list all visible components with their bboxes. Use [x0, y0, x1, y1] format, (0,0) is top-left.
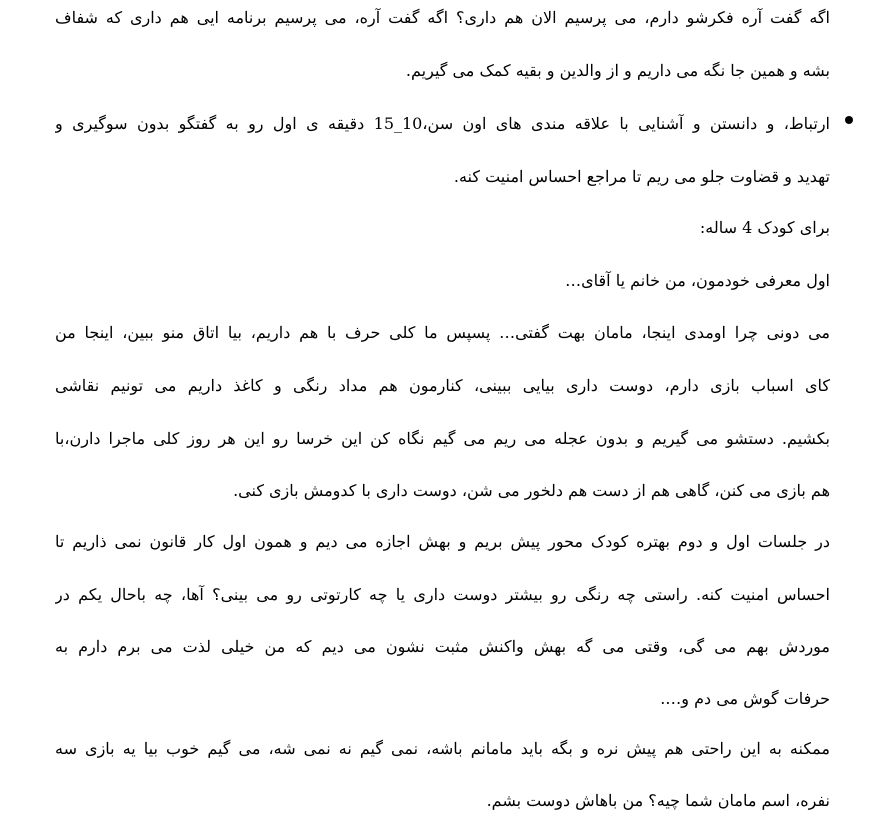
- paragraph-1-line-1: اگه گفت آره فکرشو دارم، می پرسیم الان هم داری؟ اگه گفت آره، می پرسیم برنامه ایی هم داری که شفاف: [55, 8, 830, 27]
- paragraph-3-line-2: احساس امنیت کنه. راستی چه رنگی رو بیشتر دوست داری یا چه کارتوتی رو می بینی؟ آها، چه باحال یکم در: [55, 585, 830, 604]
- heading-4-year-old: برای کودک 4 ساله:: [699, 218, 830, 237]
- paragraph-2-line-1: می دونی چرا اومدی اینجا، مامان بهت گفتی… پسپس ما کلی حرف با هم داریم، بیا اتاق منو ببین، اینجا من: [55, 323, 830, 342]
- paragraph-3-line-4: حرفات گوش می دم و….: [660, 689, 830, 708]
- bullet-icon: [845, 116, 853, 124]
- paragraph-2-line-4: هم بازی می کنن، گاهی هم از دست هم دلخور می شن، دوست داری با کدومش بازی کنی.: [233, 481, 830, 500]
- document-page: [55, 0, 830, 827]
- paragraph-3-line-3: موردش بهم می گی، وقتی می گه بهش واکنش مثبت نشون می دیم که من خیلی لذت می برم دارم به: [55, 637, 830, 656]
- paragraph-4-line-2: نفره، اسم مامان شما چیه؟ من باهاش دوست بشم.: [486, 791, 830, 810]
- paragraph-4-line-1: ممکنه به این راحتی هم پیش نره و بگه باید مامانم باشه، نمی گیم نه نمی شه، می گیم خوب بیا یه بازی سه: [55, 739, 830, 758]
- paragraph-3-line-1: در جلسات اول و دوم بهتره کودک محور پیش بریم و بهش اجازه می دیم و همون اول کار قانون نمی ذاریم تا: [55, 532, 830, 551]
- paragraph-2-line-2: کای اسباب بازی دارم، دوست داری بیایی ببینی، کنارمون هم مداد رنگی و کاغذ داریم می تونیم نقاشی: [55, 376, 830, 395]
- bullet-item-line-1: ارتباط، و دانستن و آشنایی با علاقه مندی های اون سن،10_15 دقیقه ی اول رو به گفتگو بدون سوگیری و: [55, 114, 830, 133]
- paragraph-2-line-3: بکشیم. دستشو می گیریم و بدون عجله می ریم می گیم نگاه کن این خرسا رو این هر روز کلی ماجرا دارن،با: [55, 429, 830, 448]
- bullet-item-line-2: تهدید و قضاوت جلو می ریم تا مراجع احساس امنیت کنه.: [453, 167, 830, 186]
- intro-line: اول معرفی خودمون، من خانم یا آقای…: [565, 271, 830, 290]
- paragraph-1-line-2: بشه و همین جا نگه می داریم و از والدین و بقیه کمک می گیریم.: [405, 61, 830, 80]
